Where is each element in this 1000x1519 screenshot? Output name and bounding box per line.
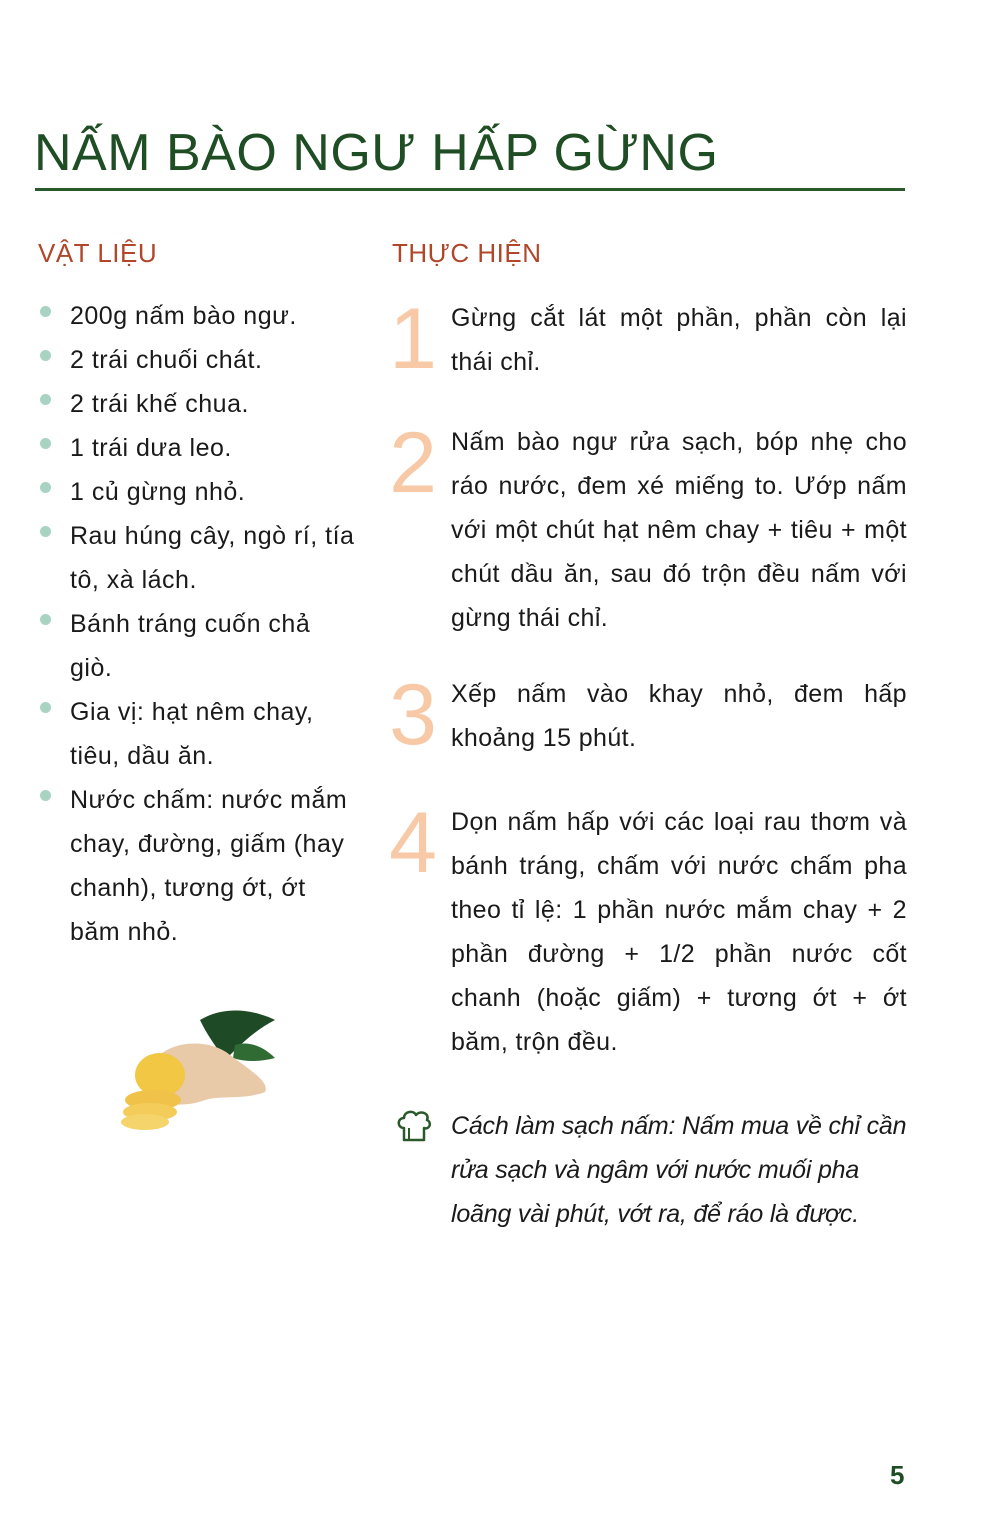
step-text: Nấm bào ngư rửa sạch, bóp nhẹ cho ráo nước, đem xé miếng to. Ướp nấm với một chút hạt nêm chay + tiêu + một chút dầu ăn, sau đó trộn đều nấm với gừng thái chỉ.: [451, 428, 907, 632]
ingredient-item: 1 củ gừng nhỏ.: [38, 470, 358, 514]
ingredients-list: [38, 294, 358, 954]
bullet-icon: [40, 482, 51, 493]
ginger-illustration: [115, 1000, 285, 1135]
ingredient-item: 200g nấm bào ngư.: [38, 294, 358, 338]
page-number: 5: [890, 1460, 905, 1490]
ingredient-item: Nước chấm: nước mắm chay, đường, giấm (hay chanh), tương ớt, ớt băm nhỏ.: [38, 778, 358, 954]
bullet-icon: [40, 350, 51, 361]
bullet-icon: [40, 526, 51, 537]
ingredient-item: 1 trái dưa leo.: [38, 426, 358, 470]
bullet-icon: [40, 306, 51, 317]
recipe-title: NẤM BÀO NGƯ HẤP GỪNG: [34, 124, 719, 182]
step-number: 1: [389, 291, 437, 387]
ingredient-item: Rau húng cây, ngò rí, tía tô, xà lách.: [38, 514, 358, 602]
bullet-icon: [40, 438, 51, 449]
ingredient-item: 2 trái chuối chát.: [38, 338, 358, 382]
chef-hat-icon: [394, 1106, 434, 1146]
step-number: 2: [389, 415, 437, 511]
step-text: Dọn nấm hấp với các loại rau thơm và bánh tráng, chấm với nước chấm pha theo tỉ lệ: 1 phần nước mắm chay + 2 phần đường + 1/2 phần nước cốt chanh (hoặc giấm) + tương ớt + ớt băm, trộn đều.: [451, 808, 907, 1056]
bullet-icon: [40, 790, 51, 801]
bullet-icon: [40, 702, 51, 713]
steps-heading: THỰC HIỆN: [392, 238, 542, 268]
ingredients-heading: VẬT LIỆU: [38, 238, 158, 268]
step-number: 3: [389, 667, 437, 763]
bullet-icon: [40, 394, 51, 405]
tip-text: Cách làm sạch nấm: Nấm mua về chỉ cần rửa sạch và ngâm với nước muối pha loãng vài phút, vớt ra, để ráo là được.: [451, 1112, 907, 1228]
ingredient-item: Gia vị: hạt nêm chay, tiêu, dầu ăn.: [38, 690, 358, 778]
ingredient-item: Bánh tráng cuốn chả giò.: [38, 602, 358, 690]
ingredient-item: 2 trái khế chua.: [38, 382, 358, 426]
bullet-icon: [40, 614, 51, 625]
step-number: 4: [389, 795, 437, 891]
step-text: Gừng cắt lát một phần, phần còn lại thái chỉ.: [451, 304, 907, 376]
step-text: Xếp nấm vào khay nhỏ, đem hấp khoảng 15 phút.: [451, 680, 907, 752]
title-divider: [35, 188, 905, 191]
